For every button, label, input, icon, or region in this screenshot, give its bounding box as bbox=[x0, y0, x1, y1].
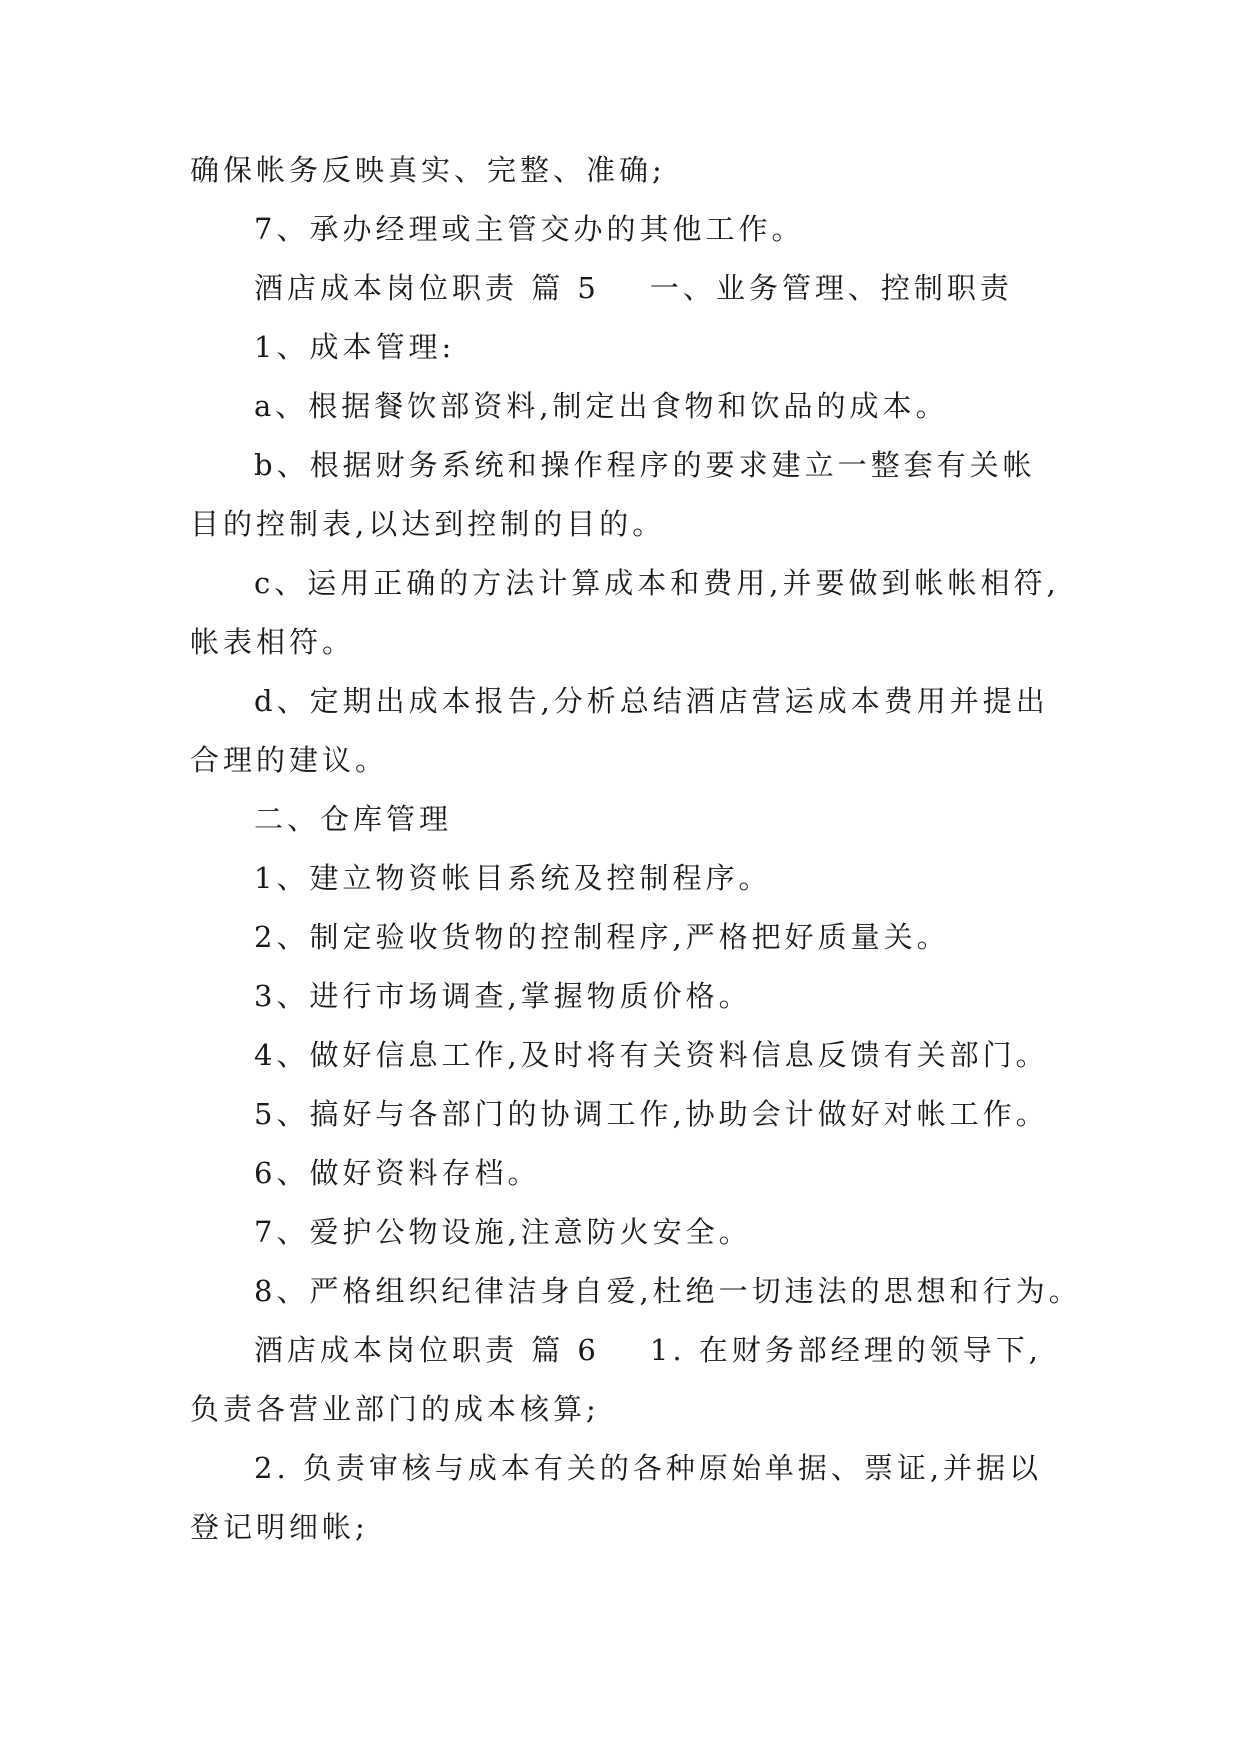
text-line: a、根据餐饮部资料,制定出食物和饮品的成本。 bbox=[254, 389, 949, 423]
text-line: 3、进行市场调查,掌握物质价格。 bbox=[254, 979, 752, 1013]
text-line: 合理的建议。 bbox=[190, 743, 389, 777]
text-line: 5、搞好与各部门的协调工作,协助会计做好对帐工作。 bbox=[254, 1097, 1049, 1131]
text-line: 登记明细帐; bbox=[190, 1510, 369, 1544]
section-heading-line bbox=[254, 268, 1013, 308]
section-heading: 二、仓库管理 bbox=[254, 802, 453, 836]
text-line: 7、承办经理或主管交办的其他工作。 bbox=[254, 212, 805, 246]
section-title-6: 酒店成本岗位职责 篇 6 bbox=[254, 1333, 600, 1367]
text-line: 目的控制表,以达到控制的目的。 bbox=[190, 507, 666, 541]
text-line: 4、做好信息工作,及时将有关资料信息反馈有关部门。 bbox=[254, 1038, 1049, 1072]
text-line: 1、建立物资帐目系统及控制程序。 bbox=[254, 861, 772, 895]
section-heading-line bbox=[254, 1330, 1042, 1370]
text-line: b、根据财务系统和操作程序的要求建立一整套有关帐 bbox=[254, 448, 1036, 482]
text-line: d、定期出成本报告,分析总结酒店营运成本费用并提出 bbox=[254, 684, 1049, 718]
text-line: 帐表相符。 bbox=[190, 625, 356, 659]
text-line: 8、严格组织纪律洁身自爱,杜绝一切违法的思想和行为。 bbox=[254, 1274, 1082, 1308]
section-title-5: 酒店成本岗位职责 篇 5 bbox=[254, 271, 600, 305]
text-line: 2. 负责审核与成本有关的各种原始单据、票证,并据以 bbox=[254, 1451, 1043, 1485]
text-fragment: 1. 在财务部经理的领导下, bbox=[649, 1333, 1042, 1367]
text-line: 2、制定验收货物的控制程序,严格把好质量关。 bbox=[254, 920, 950, 954]
text-line: 6、做好资料存档。 bbox=[254, 1156, 541, 1190]
text-line: 负责各营业部门的成本核算; bbox=[190, 1392, 600, 1426]
text-line: 确保帐务反映真实、完整、准确; bbox=[190, 153, 666, 187]
section-subtitle: 一、业务管理、控制职责 bbox=[649, 271, 1013, 305]
text-line: c、运用正确的方法计算成本和费用,并要做到帐帐相符, bbox=[254, 566, 1060, 600]
text-line: 7、爱护公物设施,注意防火安全。 bbox=[254, 1215, 752, 1249]
text-line: 1、成本管理: bbox=[254, 330, 456, 364]
